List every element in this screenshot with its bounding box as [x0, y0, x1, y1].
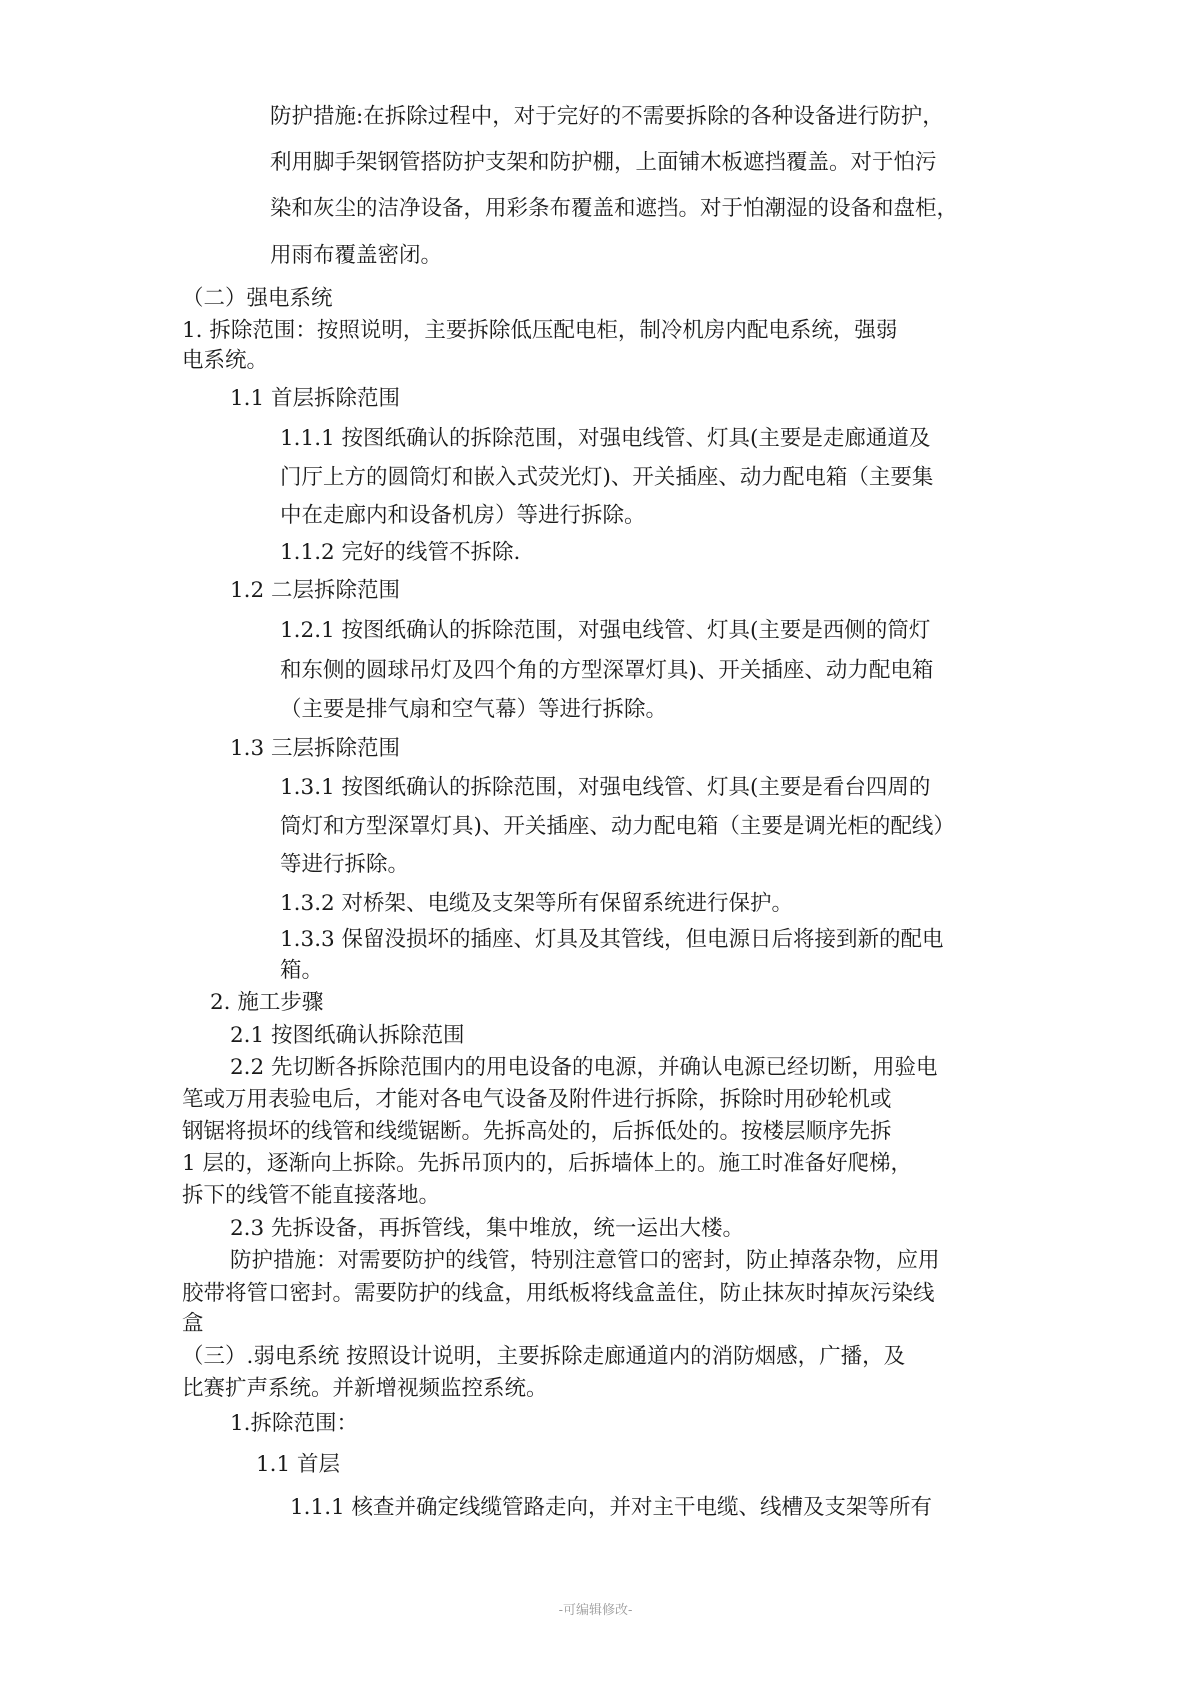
text-line: 利用脚手架钢管搭防护支架和防护棚，上面铺木板遮挡覆盖。对于怕污: [270, 150, 937, 175]
text-line: 用雨布覆盖密闭。: [270, 243, 443, 268]
text-line: 笔或万用表验电后，才能对各电气设备及附件进行拆除，拆除时用砂轮机或: [182, 1087, 892, 1112]
text-line: 染和灰尘的洁净设备，用彩条布覆盖和遮挡。对于怕潮湿的设备和盘柜，: [270, 196, 959, 221]
text-line: 筒灯和方型深罩灯具)、开关插座、动力配电箱（主要是调光柜的配线）: [280, 814, 955, 839]
text-line: 1.拆除范围：: [230, 1411, 359, 1436]
text-line: 比赛扩声系统。并新增视频监控系统。: [182, 1376, 548, 1401]
text-line: 盒: [182, 1311, 204, 1336]
text-line: 1. 拆除范围：按照说明，主要拆除低压配电柜，制冷机房内配电系统，强弱: [182, 318, 898, 343]
text-line: 2. 施工步骤: [210, 990, 324, 1015]
text-line: 2.1 按图纸确认拆除范围: [230, 1023, 465, 1048]
text-line: 1.3.3 保留没损坏的插座、灯具及其管线，但电源日后将接到新的配电: [280, 927, 944, 952]
text-line: 1.1.1 核查并确定线缆管路走向，并对主干电缆、线槽及支架等所有: [290, 1495, 933, 1520]
text-line: 防护措施：对需要防护的线管，特别注意管口的密封，防止掉落杂物，应用: [230, 1248, 940, 1273]
text-line: （二）强电系统: [182, 286, 333, 311]
text-line: 2.3 先拆设备，再拆管线，集中堆放，统一运出大楼。: [230, 1216, 745, 1241]
text-line: 箱。: [280, 958, 324, 983]
text-line: 1.1 首层: [256, 1452, 341, 1477]
text-line: 门厅上方的圆筒灯和嵌入式荧光灯)、开关插座、动力配电箱（主要集: [280, 465, 934, 490]
text-line: 拆下的线管不能直接落地。: [182, 1183, 441, 1208]
text-line: 电系统。: [182, 348, 269, 373]
text-line: 等进行拆除。: [280, 852, 410, 877]
text-line: 1.2 二层拆除范围: [230, 578, 401, 603]
text-line: 1.1 首层拆除范围: [230, 386, 401, 411]
text-line: 1 层的，逐渐向上拆除。先拆吊顶内的，后拆墙体上的。施工时准备好爬梯，: [182, 1151, 913, 1176]
page-footer: -可编辑修改-: [558, 1603, 633, 1618]
text-line: 防护措施:在拆除过程中，对于完好的不需要拆除的各种设备进行防护，: [270, 104, 944, 129]
text-line: 1.2.1 按图纸确认的拆除范围，对强电线管、灯具(主要是西侧的筒灯: [280, 618, 931, 643]
text-line: 1.1.1 按图纸确认的拆除范围，对强电线管、灯具(主要是走廊通道及: [280, 426, 931, 451]
text-line: 和东侧的圆球吊灯及四个角的方型深罩灯具)、开关插座、动力配电箱: [280, 658, 934, 683]
text-line: 胶带将管口密封。需要防护的线盒，用纸板将线盒盖住，防止抹灰时掉灰污染线: [182, 1281, 935, 1306]
text-line: 钢锯将损坏的线管和线缆锯断。先拆高处的，后拆低处的。按楼层顺序先拆: [182, 1119, 892, 1144]
text-line: 1.3.1 按图纸确认的拆除范围，对强电线管、灯具(主要是看台四周的: [280, 775, 931, 800]
text-line: 2.2 先切断各拆除范围内的用电设备的电源，并确认电源已经切断，用验电: [230, 1055, 938, 1080]
text-line: （主要是排气扇和空气幕）等进行拆除。: [280, 697, 668, 722]
text-line: （三）.弱电系统 按照设计说明，主要拆除走廊通道内的消防烟感，广播，及: [182, 1344, 906, 1369]
text-line: 1.3 三层拆除范围: [230, 736, 401, 761]
text-line: 1.3.2 对桥架、电缆及支架等所有保留系统进行保护。: [280, 891, 794, 916]
text-line: 1.1.2 完好的线管不拆除.: [280, 540, 521, 565]
text-line: 中在走廊内和设备机房）等进行拆除。: [280, 503, 646, 528]
